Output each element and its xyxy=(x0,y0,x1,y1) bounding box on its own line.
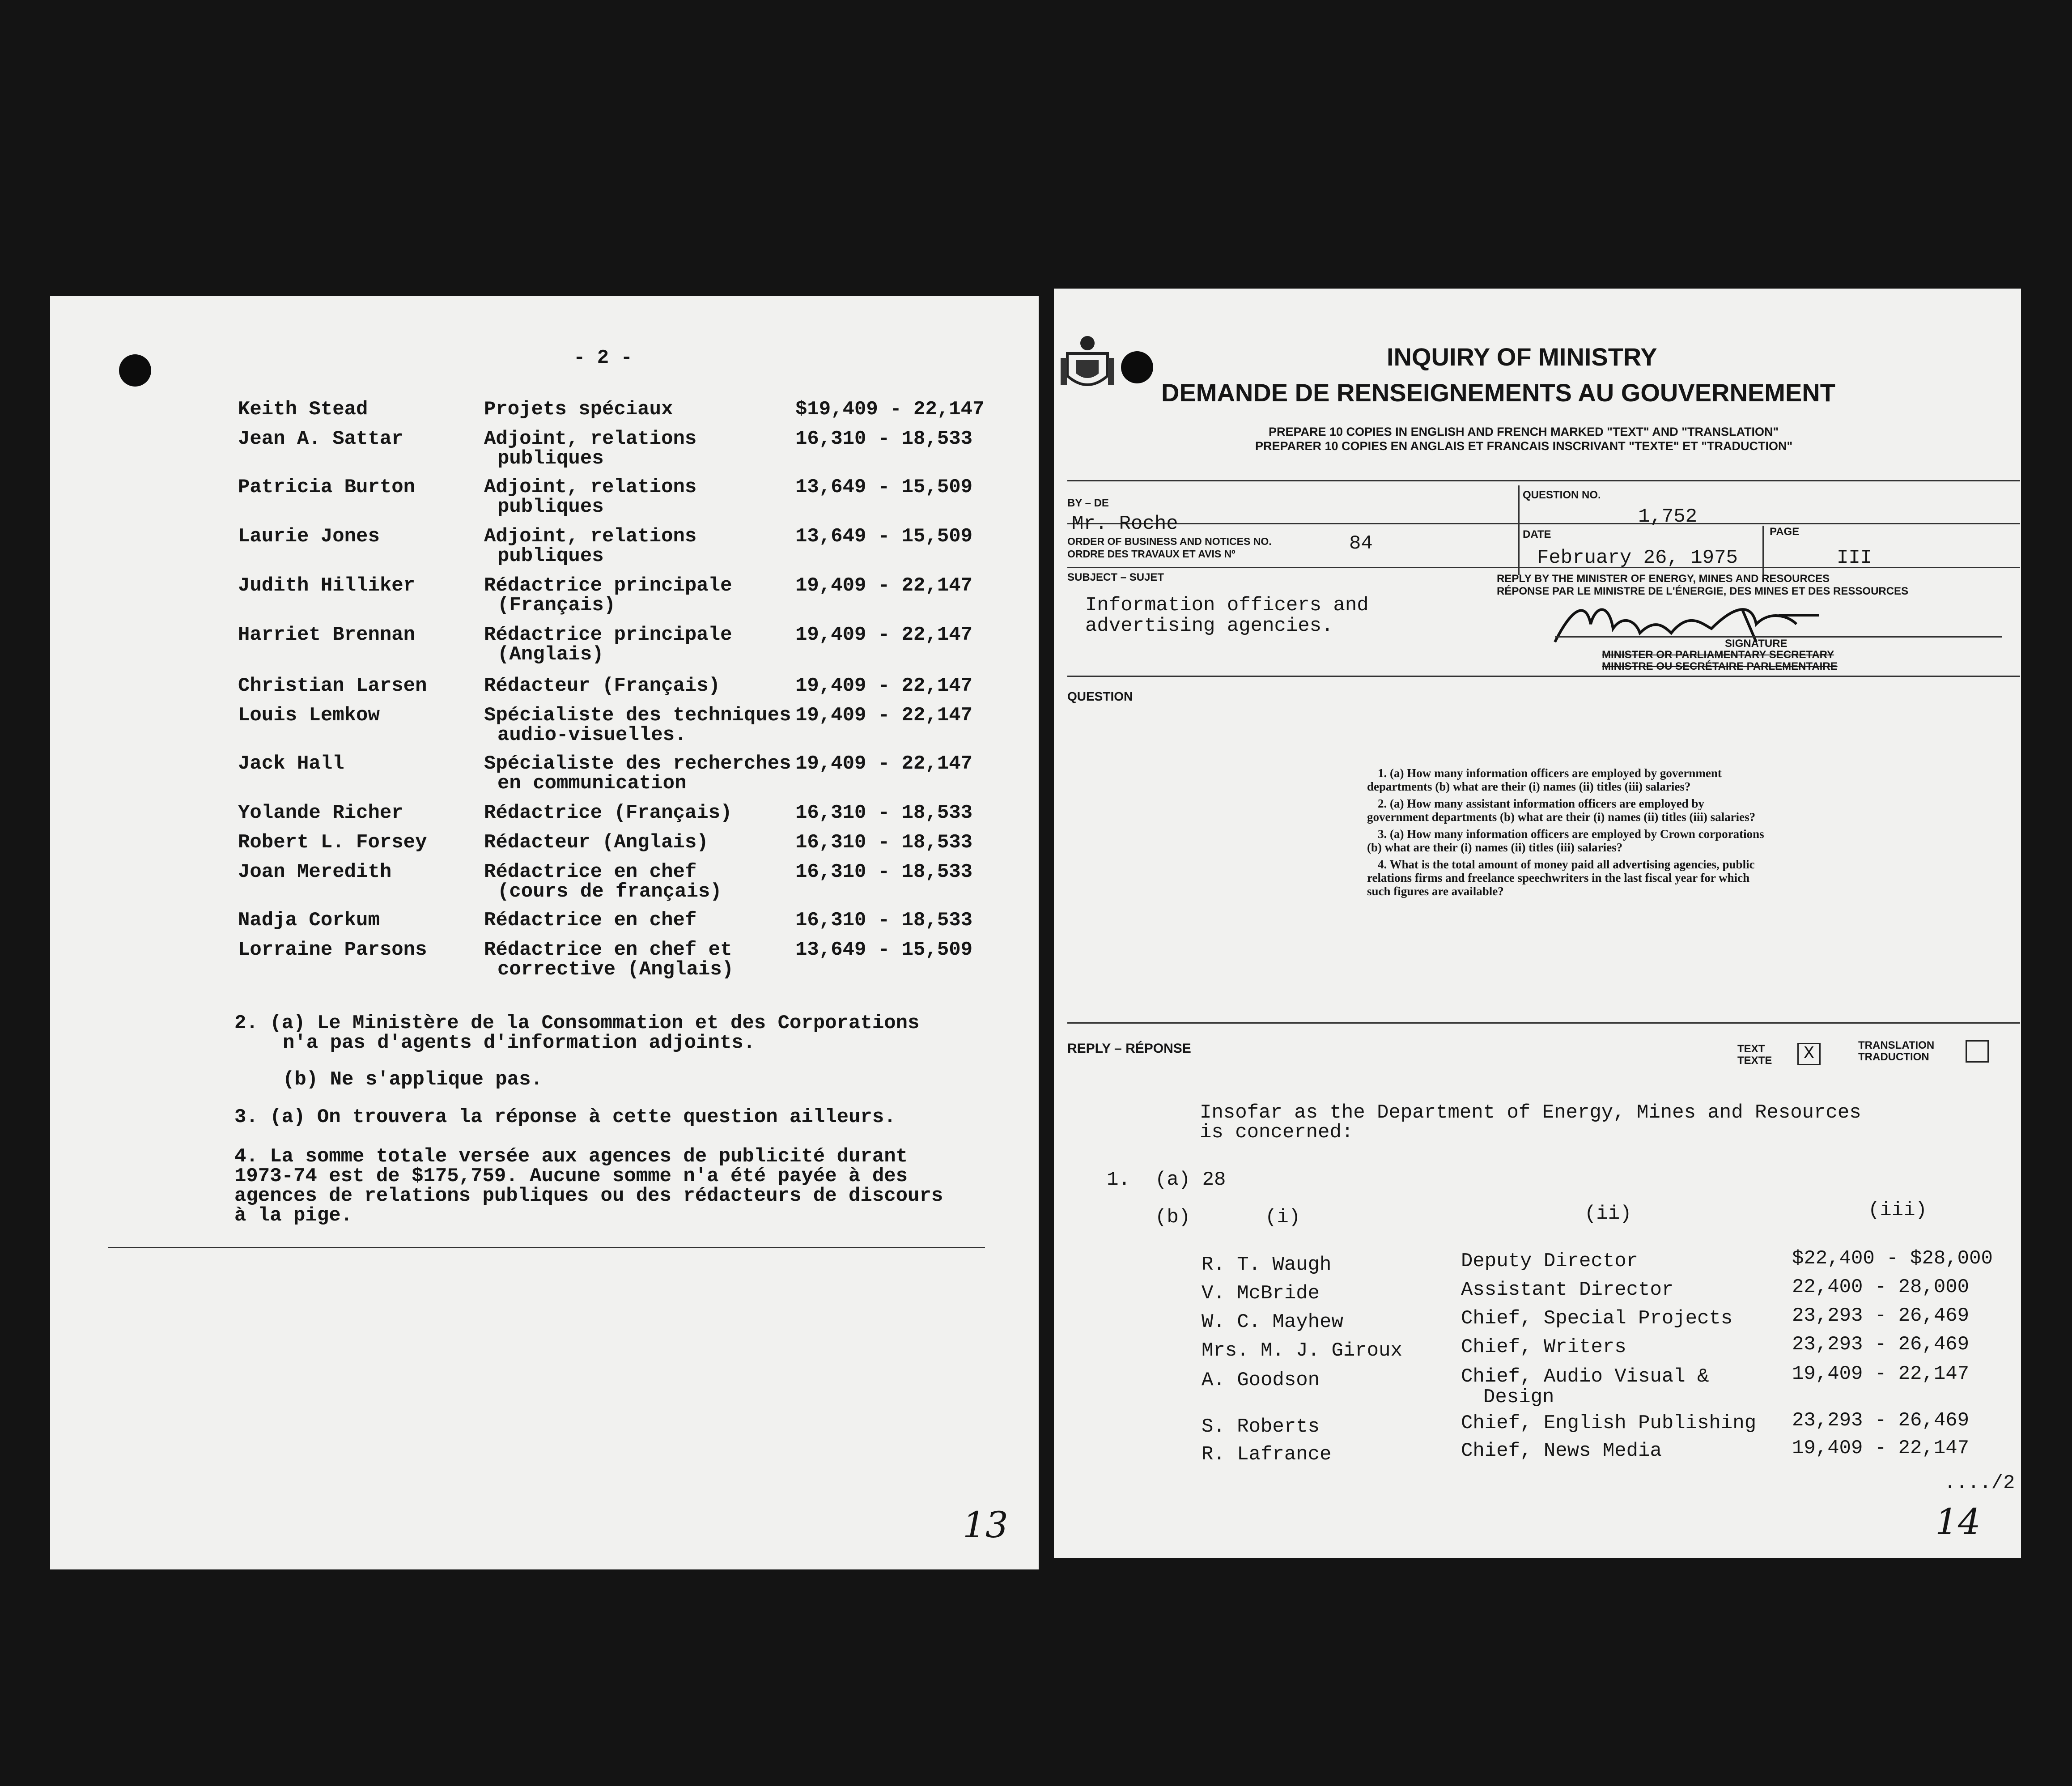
employee-title: en communication xyxy=(497,772,687,795)
translation-label-en: TRANSLATION xyxy=(1858,1039,1935,1051)
salary-range: 13,649 - 15,509 xyxy=(795,939,973,961)
question-label: QUESTION xyxy=(1067,689,1133,703)
reply-by-en: REPLY BY THE MINISTER OF ENERGY, MINES AND RESOURCES xyxy=(1497,573,1830,585)
salary-range: $22,400 - $28,000 xyxy=(1792,1247,1993,1270)
employee-title: Deputy Director xyxy=(1461,1250,1639,1272)
employee-title: Chief, Writers xyxy=(1461,1336,1626,1358)
employee-title: (Anglais) xyxy=(497,643,604,666)
end-rule xyxy=(108,1247,985,1248)
employee-title: Rédactrice en chef xyxy=(484,909,697,931)
employee-title: Rédacteur (Anglais) xyxy=(484,831,709,854)
col-header-names: (i) xyxy=(1265,1206,1301,1229)
employee-name: Keith Stead xyxy=(238,398,368,421)
page-value: III xyxy=(1837,547,1872,569)
text-label-fr: TEXTE xyxy=(1737,1055,1772,1067)
salary-range: 19,409 - 22,147 xyxy=(795,624,973,646)
employee-name: Louis Lemkow xyxy=(238,704,380,727)
salary-range: 23,293 - 26,469 xyxy=(1792,1305,1970,1327)
salary-range: 19,409 - 22,147 xyxy=(1792,1437,1970,1459)
minister-title-en: MINISTER OR PARLIAMENTARY SECRETARY xyxy=(1602,649,1834,661)
col-header-salaries: (iii) xyxy=(1868,1199,1928,1221)
reply-label: REPLY – RÉPONSE xyxy=(1067,1041,1191,1056)
employee-name: Laurie Jones xyxy=(238,525,380,548)
question-4: 4. What is the total amount of money paid all advertising agencies, public relations firms and freelance speechwriters in the last fiscal year for which such figures are available? xyxy=(1367,858,1755,898)
employee-title: publiques xyxy=(497,545,604,567)
employee-title: Adjoint, relations xyxy=(484,428,697,450)
employee-name: S. Roberts xyxy=(1202,1416,1320,1438)
employee-name: Christian Larsen xyxy=(238,675,427,697)
minister-signature xyxy=(1546,597,1859,651)
employee-title: Spécialiste des recherches xyxy=(484,753,791,775)
by-value: Mr. Roche xyxy=(1072,513,1178,535)
folio-number: 13 xyxy=(963,1504,1008,1546)
reply-item-a: (a) 28 xyxy=(1155,1169,1226,1191)
answer-4-line4: à la pige. xyxy=(234,1204,353,1227)
salary-range: 16,310 - 18,533 xyxy=(795,802,973,824)
employee-name: Nadja Corkum xyxy=(238,909,380,931)
coat-of-arms-icon xyxy=(1058,333,1117,396)
employee-title: Design xyxy=(1483,1386,1554,1408)
subject-line1: Information officers and xyxy=(1085,594,1369,617)
employee-title: Projets spéciaux xyxy=(484,398,673,421)
employee-title: Spécialiste des techniques xyxy=(484,704,791,727)
reply-item-b: (b) xyxy=(1155,1206,1191,1229)
form-rule xyxy=(1762,526,1764,575)
employee-title: Adjoint, relations xyxy=(484,476,697,498)
salary-range: 23,293 - 26,469 xyxy=(1792,1333,1970,1356)
punch-hole xyxy=(1121,351,1153,383)
punch-hole xyxy=(119,354,151,387)
copies-note-en: PREPARE 10 COPIES IN ENGLISH AND FRENCH MARKED "TEXT" AND "TRANSLATION" xyxy=(1269,425,1779,438)
employee-title: Rédactrice principale xyxy=(484,574,732,597)
employee-title: corrective (Anglais) xyxy=(497,958,734,981)
employee-name: Lorraine Parsons xyxy=(238,939,427,961)
subject-label: SUBJECT – SUJET xyxy=(1067,571,1164,583)
employee-name: A. Goodson xyxy=(1202,1369,1320,1391)
employee-name: Joan Meredith xyxy=(238,861,392,883)
salary-range: 16,310 - 18,533 xyxy=(795,428,973,450)
answer-2b: (b) Ne s'applique pas. xyxy=(283,1068,543,1091)
date-label: DATE xyxy=(1523,528,1551,540)
reply-intro-line2: is concerned: xyxy=(1200,1121,1354,1144)
employee-title: audio-visuelles. xyxy=(497,724,687,746)
page-label: PAGE xyxy=(1770,526,1800,538)
salary-range: 19,409 - 22,147 xyxy=(795,574,973,597)
answer-2a-line2: n'a pas d'agents d'information adjoints. xyxy=(283,1032,756,1054)
answer-4-line1: 4. La somme totale versée aux agences de publicité durant xyxy=(234,1145,908,1168)
subject-line2: advertising agencies. xyxy=(1085,615,1333,637)
continued-marker: ..../2 xyxy=(1944,1472,2015,1494)
order-value: 84 xyxy=(1349,532,1373,555)
employee-title: Adjoint, relations xyxy=(484,525,697,548)
reply-item-no: 1. xyxy=(1107,1169,1130,1191)
employee-title: Chief, Special Projects xyxy=(1461,1307,1733,1330)
salary-range: 23,293 - 26,469 xyxy=(1792,1409,1970,1432)
folio-number: 14 xyxy=(1935,1501,1981,1543)
salary-range: 19,409 - 22,147 xyxy=(795,675,973,697)
answer-3: 3. (a) On trouvera la réponse à cette question ailleurs. xyxy=(234,1106,896,1128)
translation-checkbox xyxy=(1966,1040,1989,1063)
salary-range: 16,310 - 18,533 xyxy=(795,909,973,931)
employee-title: Chief, News Media xyxy=(1461,1440,1662,1462)
employee-name: Yolande Richer xyxy=(238,802,403,824)
salary-range: 19,409 - 22,147 xyxy=(1792,1363,1970,1385)
employee-name: V. McBride xyxy=(1202,1282,1320,1305)
question-text xyxy=(1367,766,1765,898)
employee-name: Harriet Brennan xyxy=(238,624,416,646)
question-3: 3. (a) How many information officers are employed by Crown corporations (b) what are their (i) names (ii) titles (iii) salaries? xyxy=(1367,827,1764,854)
form-rule xyxy=(1067,523,2020,524)
reply-intro-line1: Insofar as the Department of Energy, Mines and Resources xyxy=(1200,1101,1861,1124)
text-checkbox-mark: X xyxy=(1803,1044,1814,1064)
employee-title: Rédactrice en chef et xyxy=(484,939,732,961)
form-rule xyxy=(1518,485,1520,575)
employee-name: W. C. Mayhew xyxy=(1202,1311,1343,1333)
text-label-en: TEXT xyxy=(1737,1043,1765,1055)
employee-name: Jack Hall xyxy=(238,753,344,775)
employee-title: publiques xyxy=(497,447,604,470)
form-title-fr: DEMANDE DE RENSEIGNEMENTS AU GOUVERNEMENT xyxy=(1161,378,1835,407)
form-rule xyxy=(1067,1022,2020,1024)
answer-2a-line1: 2. (a) Le Ministère de la Consommation et des Corporations xyxy=(234,1012,920,1034)
question-no-label: QUESTION NO. xyxy=(1523,489,1601,501)
employee-title: Rédactrice principale xyxy=(484,624,732,646)
salary-range: 13,649 - 15,509 xyxy=(795,476,973,498)
question-no-value: 1,752 xyxy=(1638,506,1698,528)
copies-note-fr: PREPARER 10 COPIES EN ANGLAIS ET FRANCAIS INSCRIVANT "TEXTE" ET "TRADUCTION" xyxy=(1255,439,1793,453)
employee-title: Chief, English Publishing xyxy=(1461,1412,1757,1434)
right-page xyxy=(1054,289,2021,1558)
question-2: 2. (a) How many assistant information officers are employed by government departments (b) what are their (i) names (ii) titles (iii) salaries? xyxy=(1367,797,1756,824)
signature-label: SIGNATURE xyxy=(1725,638,1788,650)
salary-range: 16,310 - 18,533 xyxy=(795,831,973,854)
page-marker: - 2 - xyxy=(573,347,633,369)
minister-title-fr: MINISTRE OU SECRÉTAIRE PARLEMENTAIRE xyxy=(1602,660,1838,672)
form-title-en: INQUIRY OF MINISTRY xyxy=(1387,343,1657,371)
answer-4-line3: agences de relations publiques ou des rédacteurs de discours xyxy=(234,1185,943,1207)
employee-title: Assistant Director xyxy=(1461,1279,1674,1301)
employee-title: Chief, Audio Visual & xyxy=(1461,1365,1709,1388)
form-rule xyxy=(1067,480,2020,481)
question-1: 1. (a) How many information officers are employed by government departments (b) what are their (i) names (ii) titles (iii) salaries? xyxy=(1367,766,1722,793)
employee-title: Rédacteur (Français) xyxy=(484,675,721,697)
salary-range: 13,649 - 15,509 xyxy=(795,525,973,548)
employee-title: publiques xyxy=(497,496,604,518)
form-rule xyxy=(1067,676,2020,677)
salary-range: 19,409 - 22,147 xyxy=(795,704,973,727)
salary-range: 22,400 - 28,000 xyxy=(1792,1276,1970,1298)
by-label: BY – DE xyxy=(1067,497,1109,509)
employee-title: Rédactrice (Français) xyxy=(484,802,732,824)
employee-name: Robert L. Forsey xyxy=(238,831,427,854)
salary-range: 19,409 - 22,147 xyxy=(795,753,973,775)
col-header-titles: (ii) xyxy=(1584,1203,1632,1225)
text-checkbox xyxy=(1797,1043,1821,1065)
employee-name: R. Lafrance xyxy=(1202,1443,1332,1466)
translation-label-fr: TRADUCTION xyxy=(1858,1051,1929,1063)
employee-name: Patricia Burton xyxy=(238,476,416,498)
left-page xyxy=(50,296,1039,1569)
employee-title: Rédactrice en chef xyxy=(484,861,697,883)
employee-name: R. T. Waugh xyxy=(1202,1254,1332,1276)
order-label-en: ORDER OF BUSINESS AND NOTICES NO. xyxy=(1067,536,1272,547)
employee-title: (cours de français) xyxy=(497,880,722,903)
reply-by-fr: RÉPONSE PAR LE MINISTRE DE L'ÉNERGIE, DES MINES ET DES RESSOURCES xyxy=(1497,585,1909,597)
employee-name: Jean A. Sattar xyxy=(238,428,403,450)
answer-4-line2: 1973-74 est de $175,759. Aucune somme n'a été payée à des xyxy=(234,1165,908,1187)
employee-title: (Français) xyxy=(497,594,616,617)
date-value: February 26, 1975 xyxy=(1537,547,1738,569)
salary-range: 16,310 - 18,533 xyxy=(795,861,973,883)
order-label-fr: ORDRE DES TRAVAUX ET AVIS Nº xyxy=(1067,548,1236,560)
salary-range: $19,409 - 22,147 xyxy=(795,398,985,421)
employee-name: Mrs. M. J. Giroux xyxy=(1202,1340,1402,1362)
employee-name: Judith Hilliker xyxy=(238,574,416,597)
